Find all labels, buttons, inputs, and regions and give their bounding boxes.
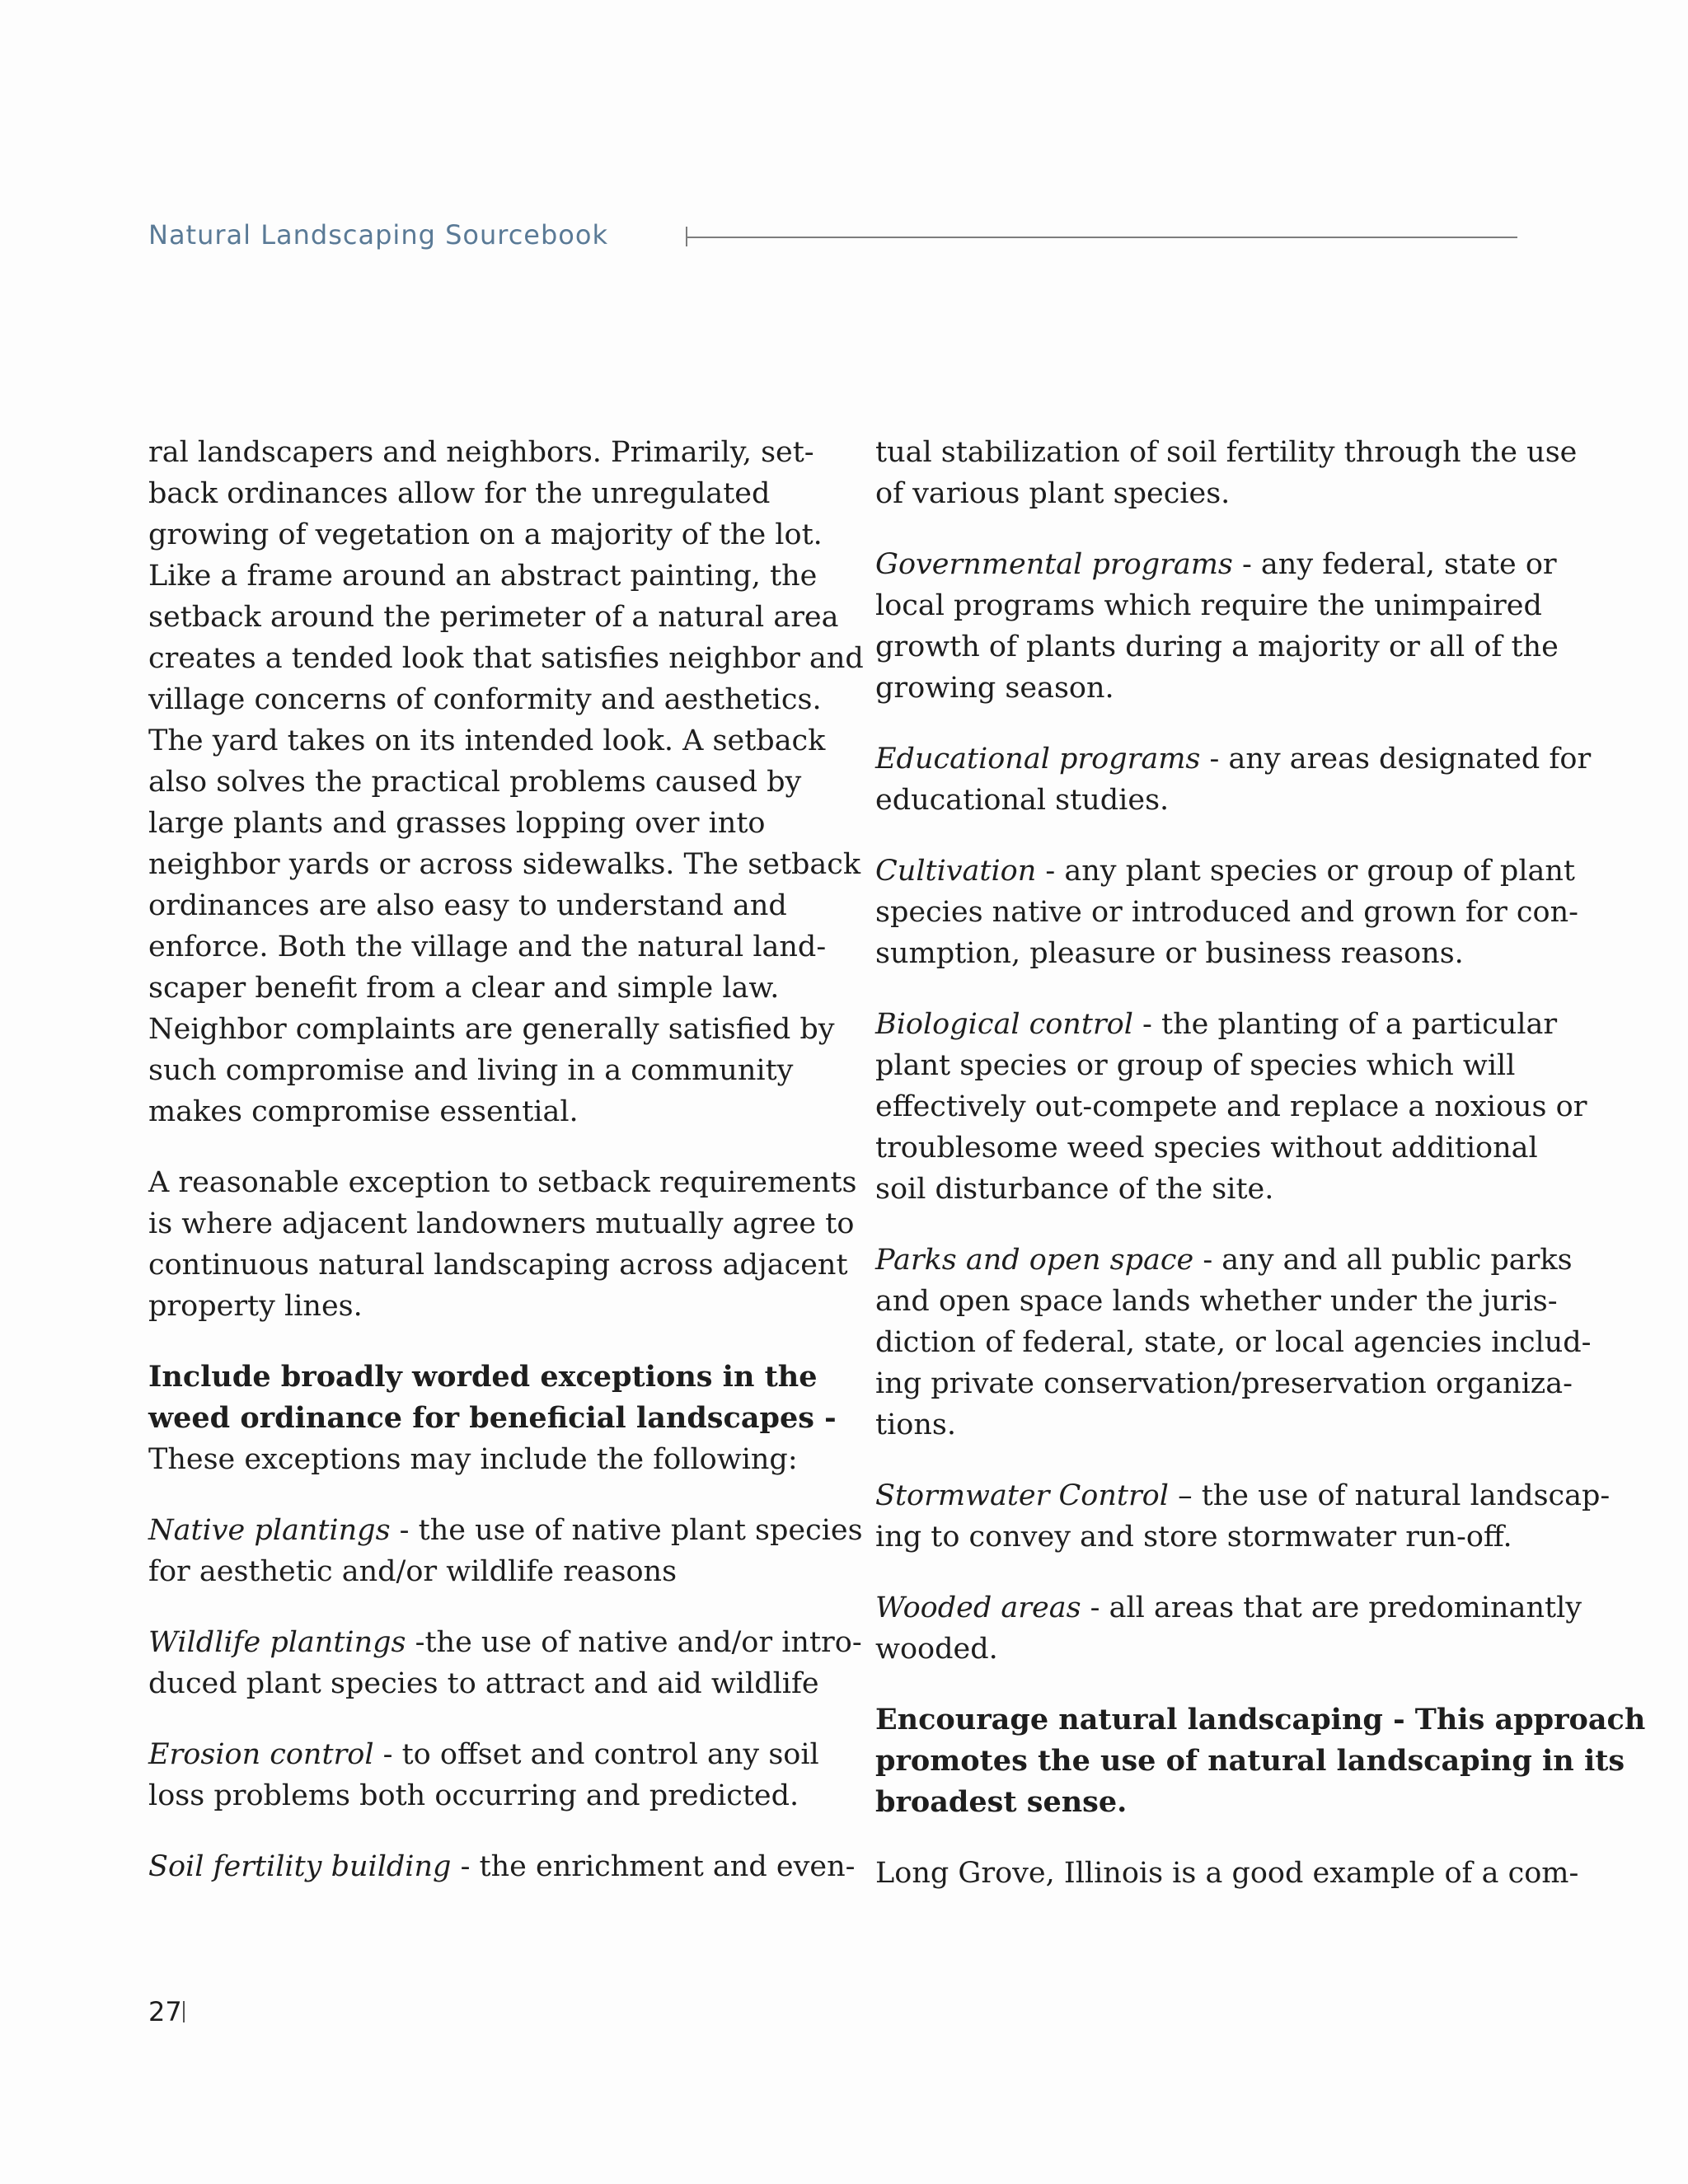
definition-term: Soil fertility building xyxy=(148,1850,452,1883)
text-line: effectively out-compete and replace a noxious or xyxy=(875,1090,1587,1123)
bold-heading-line: Encourage natural landscaping - This approach xyxy=(875,1703,1646,1736)
text-line: Like a frame around an abstract painting, the xyxy=(148,560,818,593)
text-line: The yard takes on its intended look. A setback xyxy=(148,724,826,757)
definition-text: - any areas designated for xyxy=(1200,743,1592,776)
text-line: and open space lands whether under the juris- xyxy=(875,1285,1558,1318)
definition-term: Erosion control xyxy=(148,1738,374,1771)
definition-wooded-areas xyxy=(875,1587,1582,1670)
text-line: educational studies. xyxy=(875,784,1170,817)
left-column xyxy=(148,432,864,1917)
text-line: continuous natural landscaping across adjacent xyxy=(148,1249,848,1282)
definition-text: – the use of natural landscap- xyxy=(1168,1479,1611,1512)
exceptions-heading-paragraph xyxy=(148,1357,837,1480)
text-line: scaper benefit from a clear and simple law. xyxy=(148,972,780,1005)
text-line: enforce. Both the village and the natural land- xyxy=(148,930,827,963)
definition-text: - any and all public parks xyxy=(1193,1244,1573,1277)
header-rule xyxy=(687,237,1517,238)
text-line: Long Grove, Illinois is a good example of a com- xyxy=(875,1857,1579,1890)
text-line: also solves the practical problems caused by xyxy=(148,766,802,799)
page-number: 27 xyxy=(148,1996,182,2027)
encourage-heading-paragraph xyxy=(875,1699,1646,1823)
definition-parks-open-space xyxy=(875,1240,1592,1446)
text-line: ral landscapers and neighbors. Primarily, set- xyxy=(148,436,814,469)
definition-term: Parks and open space xyxy=(875,1244,1194,1277)
text-line: diction of federal, state, or local agencies includ- xyxy=(875,1326,1592,1359)
definition-term: Governmental programs xyxy=(875,548,1233,581)
bold-heading-line: weed ordinance for beneficial landscapes - xyxy=(148,1401,837,1435)
text-line: growth of plants during a majority or all of the xyxy=(875,630,1559,663)
text-line: ordinances are also easy to understand and xyxy=(148,889,787,922)
text-line: tual stabilization of soil fertility through the use xyxy=(875,436,1578,469)
text-line: neighbor yards or across sidewalks. The setback xyxy=(148,848,861,881)
text-line: growing season. xyxy=(875,672,1114,705)
definition-wildlife-plantings xyxy=(148,1622,862,1704)
definition-educational-programs xyxy=(875,738,1592,821)
definition-text: -the use of native and/or intro- xyxy=(406,1626,862,1659)
text-line: village concerns of conformity and aesthetics. xyxy=(148,683,822,716)
setback-paragraph xyxy=(148,432,864,1132)
page-number-bar xyxy=(183,2001,185,2022)
definition-term: Educational programs xyxy=(875,743,1201,776)
definition-term: Cultivation xyxy=(875,855,1037,888)
text-line: local programs which require the unimpaired xyxy=(875,589,1542,622)
definition-term: Native plantings xyxy=(148,1514,391,1547)
text-line: These exceptions may include the following: xyxy=(148,1443,798,1476)
definition-text: - the planting of a particular xyxy=(1132,1008,1558,1041)
text-line: Neighbor complaints are generally satisfied by xyxy=(148,1013,835,1046)
text-line: back ordinances allow for the unregulated xyxy=(148,477,771,510)
text-line: tions. xyxy=(875,1408,956,1441)
text-line: A reasonable exception to setback requirements xyxy=(148,1166,857,1199)
text-line: soil disturbance of the site. xyxy=(875,1173,1274,1206)
text-line: of various plant species. xyxy=(875,477,1231,510)
text-line: duced plant species to attract and aid wildlife xyxy=(148,1667,819,1700)
definition-soil-fertility xyxy=(148,1846,856,1887)
text-line: plant species or group of species which will xyxy=(875,1049,1516,1082)
definition-native-plantings xyxy=(148,1510,863,1592)
definition-term: Wildlife plantings xyxy=(148,1626,406,1659)
definition-text: - to offset and control any soil xyxy=(373,1738,819,1771)
soil-fertility-continued xyxy=(875,432,1578,514)
text-line: property lines. xyxy=(148,1290,363,1323)
text-line: sumption, pleasure or business reasons. xyxy=(875,937,1464,970)
long-grove-paragraph xyxy=(875,1853,1579,1894)
definition-text: - the use of native plant species xyxy=(390,1514,863,1547)
text-line: large plants and grasses lopping over into xyxy=(148,807,766,840)
exception-paragraph xyxy=(148,1162,857,1327)
text-line: species native or introduced and grown for con- xyxy=(875,896,1578,929)
definition-text: - all areas that are predominantly xyxy=(1081,1591,1582,1624)
definition-text: - any federal, state or xyxy=(1232,548,1557,581)
text-line: ing private conservation/preservation organiza- xyxy=(875,1367,1573,1400)
text-line: wooded. xyxy=(875,1633,998,1666)
text-line: creates a tended look that satisfies neighbor and xyxy=(148,642,864,675)
bold-heading-line: Include broadly worded exceptions in the xyxy=(148,1360,818,1394)
definition-erosion-control xyxy=(148,1734,819,1816)
text-line: ing to convey and store stormwater run-off. xyxy=(875,1521,1512,1554)
definition-term: Wooded areas xyxy=(875,1591,1081,1624)
running-title: Natural Landscaping Sourcebook xyxy=(148,219,608,251)
text-line: such compromise and living in a community xyxy=(148,1054,794,1087)
definition-term: Biological control xyxy=(875,1008,1133,1041)
bold-heading-line: broadest sense. xyxy=(875,1785,1128,1819)
bold-heading-line: promotes the use of natural landscaping in its xyxy=(875,1744,1625,1778)
text-line: growing of vegetation on a majority of the lot. xyxy=(148,518,823,551)
text-line: makes compromise essential. xyxy=(148,1095,579,1128)
text-line: is where adjacent landowners mutually agree to xyxy=(148,1207,855,1240)
text-line: troublesome weed species without additional xyxy=(875,1132,1538,1165)
definition-stormwater-control xyxy=(875,1475,1611,1558)
right-column xyxy=(875,432,1646,1924)
definition-text: - the enrichment and even- xyxy=(451,1850,856,1883)
definition-biological-control xyxy=(875,1004,1587,1210)
definition-term: Stormwater Control xyxy=(875,1479,1169,1512)
text-line: loss problems both occurring and predicted. xyxy=(148,1779,799,1812)
text-line: setback around the perimeter of a natural area xyxy=(148,601,839,634)
text-line: for aesthetic and/or wildlife reasons xyxy=(148,1555,678,1588)
definition-text: - any plant species or group of plant xyxy=(1036,855,1575,888)
definition-cultivation xyxy=(875,851,1578,974)
definition-governmental-programs xyxy=(875,544,1559,709)
